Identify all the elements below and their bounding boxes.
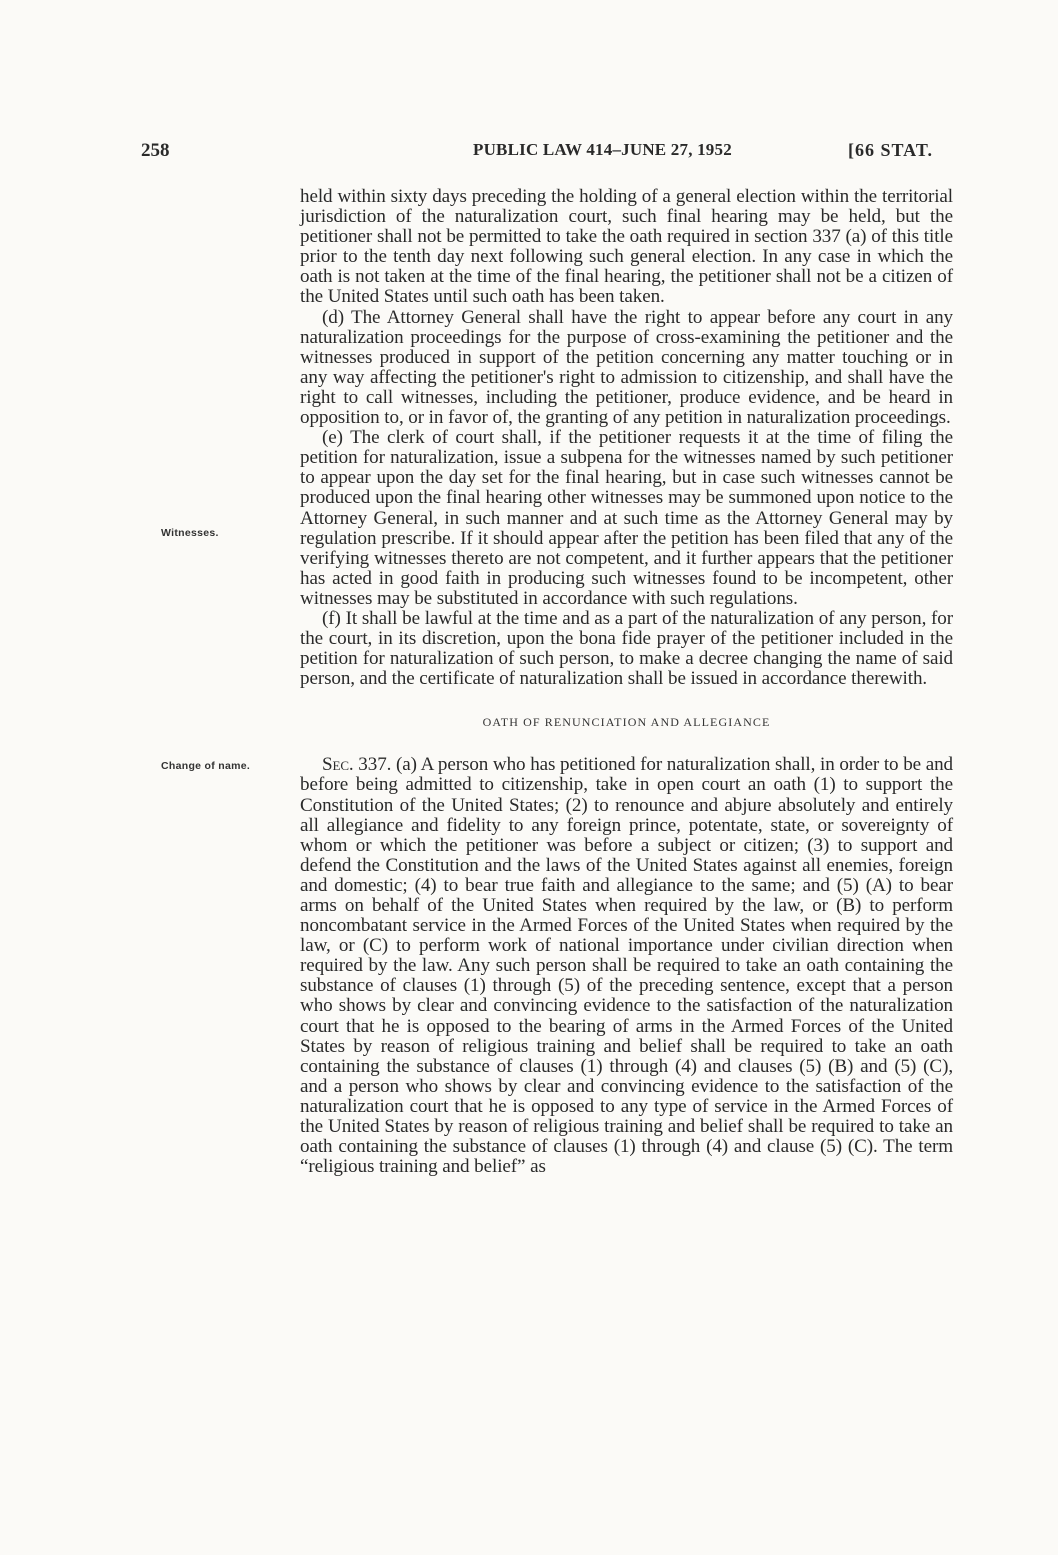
section-337-text: (a) A person who has petitioned for naturalization shall, in order to be and before being admitted to citizenship, take in open court an oath (1) to support the Constitution of the United States; (2) to renounce and abjure absolutely and entirely all allegiance and fidelity to any foreign prince, potentate, state, or sovereignty of whom or which the petitioner was before a subject or citizen; (3) to support and defend the Constitution and the laws of the United States against all enemies, foreign and domestic; (4) to bear true faith and allegiance to the same; and (5) (A) to bear arms on behalf of the United States when required by the law, or (B) to perform noncombatant service in the Armed Forces of the United States when required by the law, or (C) to perform work of national importance under civilian direction when required by the law. Any such person shall be required to take an oath containing the substance of clauses (1) through (5) of the preceding sentence, except that a person who shows by clear and convincing evidence to the satisfaction of the naturalization court that he is opposed to the bearing of arms in the Armed Forces of the United States by reason of religious training and belief shall be required to take an oath containing the substance of clauses (1) through (4) and clauses (5) (B) and (5) (C), and a person who shows by clear and convincing evidence to the satisfaction of the naturalization court that he is opposed to any type of service in the Armed Forces of the United States by reason of religious training and belief shall be required to take an oath containing the substance of clauses (1) through (4) and clause (5) (C). The term “religious training and belief” as: [300, 754, 953, 1178]
paragraph-continuation: held within sixty days preceding the holding of a general election within the territorial jurisdiction of the naturalization court, such final hearing may be held, but the petitioner shall not be permitted to take the oath required in section 337 (a) of this title prior to the tenth day next following such general election. In any case in which the oath is not taken at the time of the final hearing, the petitioner shall not be a citizen of the United States until such oath has been taken.: [300, 186, 953, 308]
volume-reference: [66 STAT.: [848, 140, 934, 160]
paragraph-e-witnesses: (e) The clerk of court shall, if the petitioner requests it at the time of filing the petition for naturalization, issue a subpena for the witnesses named by such petitioner to appear upon the day set for the final hearing, but in case such witnesses cannot be produced upon the final hearing other witnesses may be summoned upon notice to the Attorney General, in such manner and at such time as the Attorney General may by regulation prescribe. If it should appear after the petition has been filed that any of the verifying witnesses thereto are not competent, and it further appears that the petitioner has acted in good faith in producing such witnesses found to be incompetent, other witnesses may be substituted in accordance with such regulations.: [300, 427, 953, 609]
section-337-paragraph: [300, 755, 953, 1177]
section-heading: OATH OF RENUNCIATION AND ALLEGIANCE: [482, 715, 771, 730]
paragraph-f-change-of-name: (f) It shall be lawful at the time and as a part of the naturalization of any person, for the court, in its discretion, upon the bona fide prayer of the petitioner included in the petition for naturalization of such person, to make a decree changing the name of said person, and the certificate of naturalization shall be issued in accordance therewith.: [300, 607, 953, 690]
section-label: Sec. 337.: [322, 754, 392, 776]
body-column: [300, 187, 953, 1177]
page-header: [0, 140, 1058, 170]
page-number: 258: [141, 140, 170, 161]
running-title: PUBLIC LAW 414–JUNE 27, 1952: [473, 140, 732, 159]
margin-note-witnesses: Witnesses.: [161, 527, 219, 539]
margin-note-change-of-name: Change of name.: [161, 760, 251, 772]
paragraph-d: (d) The Attorney General shall have the right to appear before any court in any naturalization proceedings for the purpose of cross-examining the petitioner and the witnesses produced in support of the petition concerning any matter touching or in any way affecting the petitioner's right to admission to citizenship, and shall have the right to call witnesses, including the petitioner, produce evidence, and be heard in opposition to, or in favor of, the granting of any petition in naturalization proceedings.: [300, 306, 953, 429]
